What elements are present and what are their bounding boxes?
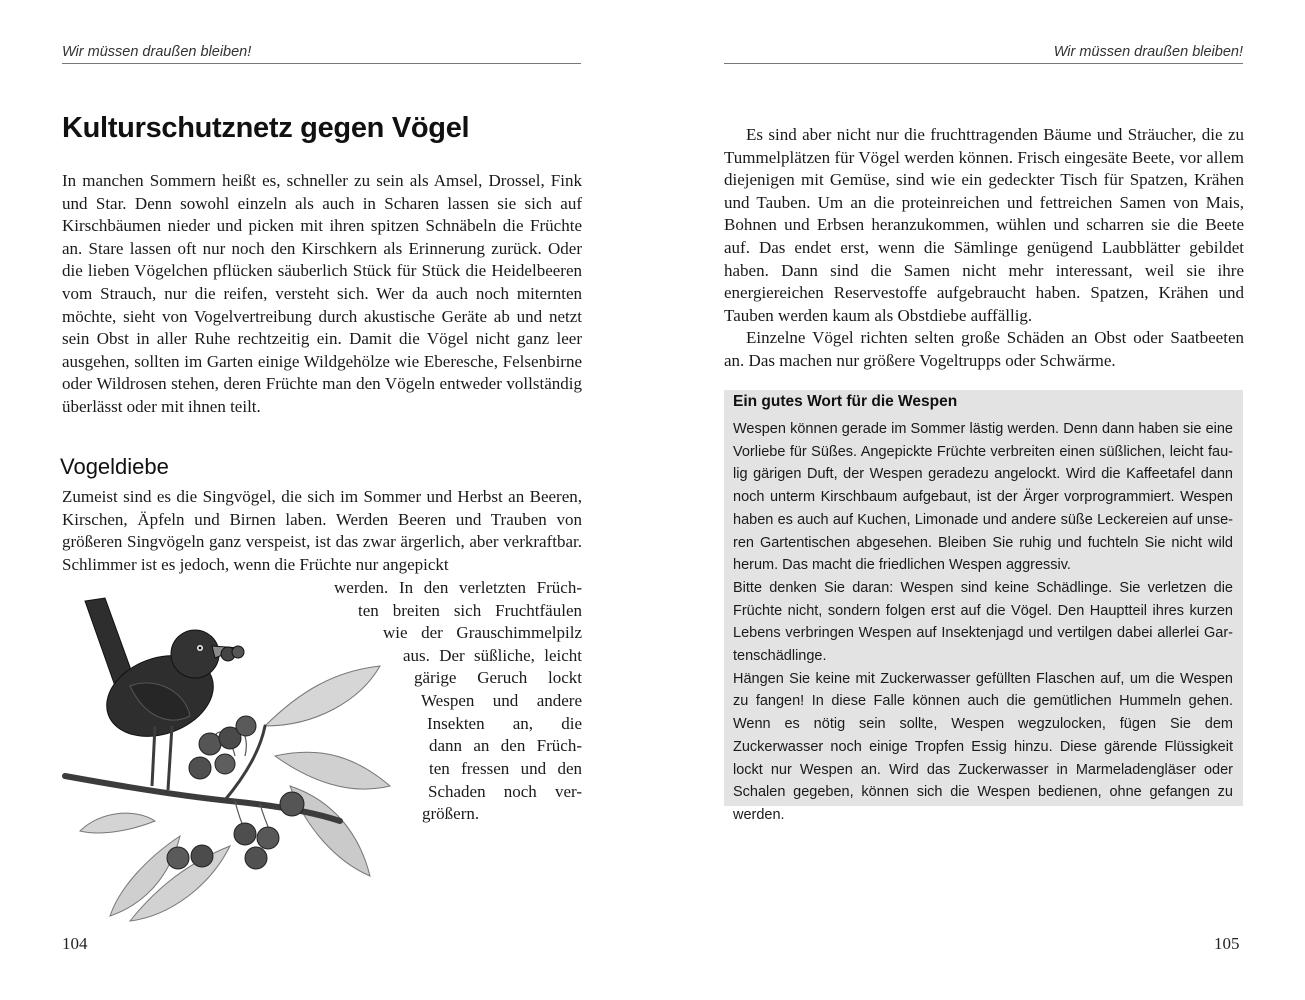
wrapped-line: Wespen und andere — [421, 691, 582, 710]
leaf — [265, 666, 380, 726]
cherry — [236, 716, 256, 736]
left-page — [0, 0, 652, 1000]
cherry — [189, 757, 211, 779]
cherry — [257, 827, 279, 849]
wrapped-line: gärige Geruch lockt — [414, 668, 582, 687]
cherry — [234, 823, 256, 845]
info-box — [724, 390, 1243, 823]
paragraph: Es sind aber nicht nur die fruchttragenden Bäume und Sträucher, die zu Tummelplätzen für Vögel werden können. Frisch eingesäte Beete, vor allem diejenigen mit Gemüse, sind wie ein gedeckter Tisch für Spatzen, Krähen und Tauben. Um an die proteinreichen und fettreichen Samen von Mais, Bohnen und Erbsen heranzukommen, wühlen und scharren sie die Beete auf. Das endet erst, wenn die Sämlinge genügend Laubblätter gebildet haben. Dann sind die Samen nicht mehr interessant, weil sie ihre energiereichen Reservestoffe aufgebraucht haben. Spatzen, Krähen und Tauben werden kaum als Obstdiebe auffällig. — [724, 125, 1244, 325]
info-box-paragraph: Bitte denken Sie daran: Wespen sind keine Schädlinge. Sie verletzen die Früchte nicht, sondern folgen erst auf die Vögel. Den Hauptteil ihres kurzen Lebens verbringen Wespen auf Insektenjagd und vertilgen dabei allerlei Gartenschädlinge. — [733, 579, 1233, 665]
cherry — [167, 847, 189, 869]
bird-head — [171, 630, 219, 678]
info-box-paragraph: Hängen Sie keine mit Zuckerwasser gefüllten Flaschen auf, um die Wespen zu fangen! In diese Falle können auch die gemütlichen Hummeln gehen. Wenn es nötig sein sollte, Wespen wegzulocken, fügen Sie dem Zuckerwasser noch einige Tropfen Essig hinzu. Diese gärende Flüssigkeit lockt nur Wespen an. Wird das Zuckerwasser in Marmeladengläser oder Schalen gegeben, können sich die Wespen bedienen, ohne gefangen zu werden. — [733, 670, 1233, 823]
bird-on-cherry-branch-illustration — [60, 586, 400, 926]
cherry — [191, 845, 213, 867]
wrapped-line: Schaden noch ver- — [428, 782, 582, 801]
wrapped-line: Insekten an, die — [427, 714, 582, 733]
section-paragraph: Zumeist sind es die Singvögel, die sich im Sommer und Herbst an Beeren, Kirschen, Äpfeln und Birnen laben. Werden Beeren und Trauben von größeren Singvögeln ganz verspeist, ist das zwar ärgerlich, aber verkraftbar. Schlimmer ist es jedoch, wenn die Früchte nur angepickt — [62, 487, 582, 574]
wrapped-line: größern. — [422, 804, 480, 823]
wrapped-line: ten breiten sich Fruchtfäulen — [358, 601, 582, 620]
page-number: 104 — [62, 934, 88, 953]
cherry — [245, 847, 267, 869]
page-number: 105 — [1214, 934, 1240, 953]
bird-legs — [152, 726, 172, 790]
wrapped-line: ten fressen und den — [429, 759, 582, 778]
cherry — [199, 733, 221, 755]
leaf — [275, 752, 390, 789]
paragraph: Einzelne Vögel richten selten große Schäden an Obst oder Saatbeeten an. Das machen nur größere Vogeltrupps oder Schwärme. — [724, 328, 1244, 370]
wrapped-line: dann an den Früch- — [429, 736, 582, 755]
running-head: Wir müssen draußen bleiben! — [724, 44, 1243, 64]
leaf — [80, 813, 155, 833]
info-box-body — [733, 418, 1233, 827]
intro-paragraph: In manchen Sommern heißt es, schneller zu sein als Amsel, Drossel, Fink und Star. Denn sowohl einzeln als auch in Scharen lassen sie sich auf Kirschbäumen nieder und picken mit ihren spitzen Schnäbeln die Früchte an. Stare lassen oft nur noch den Kirschkern als Erinnerung zurück. Oder die lieben Vögelchen pflücken säuberlich Stück für Stück die Heidelbeeren vom Strauch, nur die reifen, versteht sich. Wer da auch noch miternten möchte, sieht von Vogelvertreibung durch akustische Geräte ab und netzt sein Obst in aller Ruhe rechtzeitig ein. Damit die Vögel nicht ganz leer ausgehen, sollten im Garten einige Wildgehölze wie Eberesche, Felsenbirne oder Wildrosen stehen, deren Früchte man den Vögeln entweder vollständig überlässt oder mit ihnen teilt. — [62, 171, 582, 416]
right-body-text — [724, 124, 1244, 373]
wrapped-line: wie der Grauschimmelpilz — [383, 623, 582, 642]
running-head: Wir müssen draußen bleiben! — [62, 44, 581, 64]
info-box-paragraph: Wespen können gerade im Sommer lästig werden. Denn dann haben sie eine Vorliebe für Süßes. Angepickte Früchte verbreiten einen süßlichen, leicht faulig gärigen Duft, der Wespen geradezu angelockt. Wird die Kaffeetafel dann noch unterm Kirschbaum aufgebaut, ist der Ärger vorprogrammiert. Wespen haben es auch auf Kuchen, Limonade und andere süße Leckereien auf unseren Gartentischen abgesehen. Bleiben Sie ruhig und fuchteln Sie nicht wild herum. Das macht die friedlichen Wespen aggressiv. — [733, 421, 1233, 574]
cherry — [280, 792, 304, 816]
page-title: Kulturschutznetz gegen Vögel — [62, 112, 470, 144]
right-page — [652, 0, 1305, 1000]
section-heading: Vogeldiebe — [60, 454, 169, 479]
wrapped-line: aus. Der süßliche, leicht — [403, 646, 582, 665]
info-box-title: Ein gutes Wort für die Wespen — [733, 393, 958, 410]
wrapped-line: werden. In den verletzten Früch- — [334, 578, 582, 597]
cherry — [215, 754, 235, 774]
